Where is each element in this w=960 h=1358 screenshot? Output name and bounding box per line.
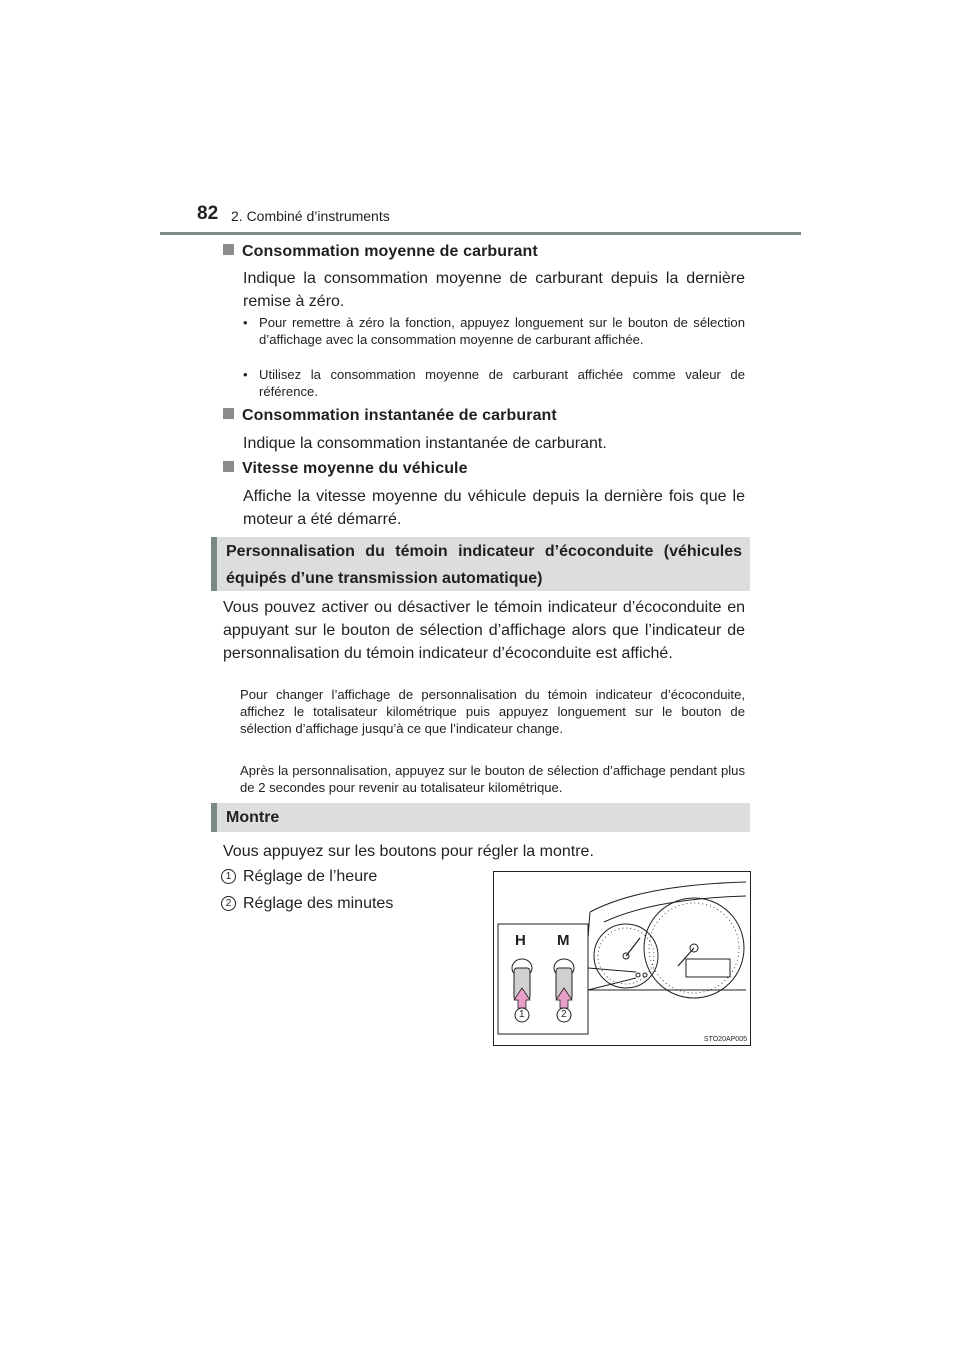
callout-number-2: 2 — [221, 896, 236, 911]
button-m-label: M — [557, 932, 570, 949]
square-bullet-icon — [223, 408, 234, 419]
instant-consumption-heading — [223, 407, 557, 425]
avg-consumption-bullet-1-text: Pour remettre à zéro la fonction, appuyez longuement sur le bouton de sélection d’affichage avec la consommation moyenne de carburant affichée. — [259, 315, 745, 347]
eco-section-body: Vous pouvez activer ou désactiver le témoin indicateur d’écoconduite en appuyant sur le bouton de sélection d’affichage alors que l’indicateur de personnalisation du témoin indicateur d’écoconduite est affiché. — [223, 599, 745, 662]
eco-section-note-1: Pour changer l’affichage de personnalisation du témoin indicateur d’écoconduite, affichez le totalisateur kilométrique puis appuyez longuement sur le bouton de sélection d’affichage jusqu’à ce que l’indicateur change. — [240, 687, 745, 736]
eco-section-title-band — [211, 537, 750, 591]
button-h-label: H — [515, 932, 526, 949]
avg-speed-heading — [223, 460, 468, 478]
avg-speed-description: Affiche la vitesse moyenne du véhicule depuis la dernière fois que le moteur a été démarré. — [243, 488, 745, 528]
instrument-cluster-illustration — [494, 872, 750, 1045]
avg-consumption-heading — [223, 243, 538, 261]
bullet-dot-icon: • — [243, 367, 248, 382]
bullet-dot-icon: • — [243, 315, 248, 330]
avg-consumption-bullet-2 — [243, 366, 745, 400]
header-rule — [160, 232, 801, 235]
eco-section-note-2: Après la personnalisation, appuyez sur le bouton de sélection d’affichage pendant plus de 2 secondes pour revenir au totalisateur kilométrique. — [240, 763, 745, 795]
instant-consumption-description: Indique la consommation instantanée de carburant. — [243, 435, 607, 452]
clock-section-title-band — [211, 803, 750, 832]
section-bar — [211, 537, 217, 591]
clock-section-body: Vous appuyez sur les boutons pour régler la montre. — [223, 843, 594, 860]
figure-callout-2: 2 — [561, 1009, 567, 1020]
running-header: 2. Combiné d’instruments — [231, 208, 390, 224]
square-bullet-icon — [223, 244, 234, 255]
avg-consumption-bullet-1 — [243, 314, 745, 348]
section-bar — [211, 803, 217, 832]
avg-consumption-heading-text: Consommation moyenne de carburant — [242, 243, 538, 260]
minute-setting-label: Réglage des minutes — [243, 895, 394, 912]
avg-speed-heading-text: Vitesse moyenne du véhicule — [242, 460, 468, 477]
avg-consumption-description: Indique la consommation moyenne de carburant depuis la dernière remise à zéro. — [243, 270, 745, 310]
instant-consumption-heading-text: Consommation instantanée de carburant — [242, 407, 557, 424]
square-bullet-icon — [223, 461, 234, 472]
figure-code: STO20AP005 — [703, 1036, 747, 1043]
hour-setting-label: Réglage de l’heure — [243, 868, 378, 885]
page-number: 82 — [197, 203, 219, 224]
instrument-cluster-figure — [493, 871, 751, 1046]
clock-section-title: Montre — [226, 809, 280, 826]
callout-number-1: 1 — [221, 869, 236, 884]
avg-consumption-bullet-2-text: Utilisez la consommation moyenne de carburant affichée comme valeur de référence. — [259, 367, 745, 399]
figure-callout-1: 1 — [519, 1009, 525, 1020]
eco-section-title: Personnalisation du témoin indicateur d’écoconduite (véhicules équipés d’une transmission automatique) — [226, 543, 742, 587]
